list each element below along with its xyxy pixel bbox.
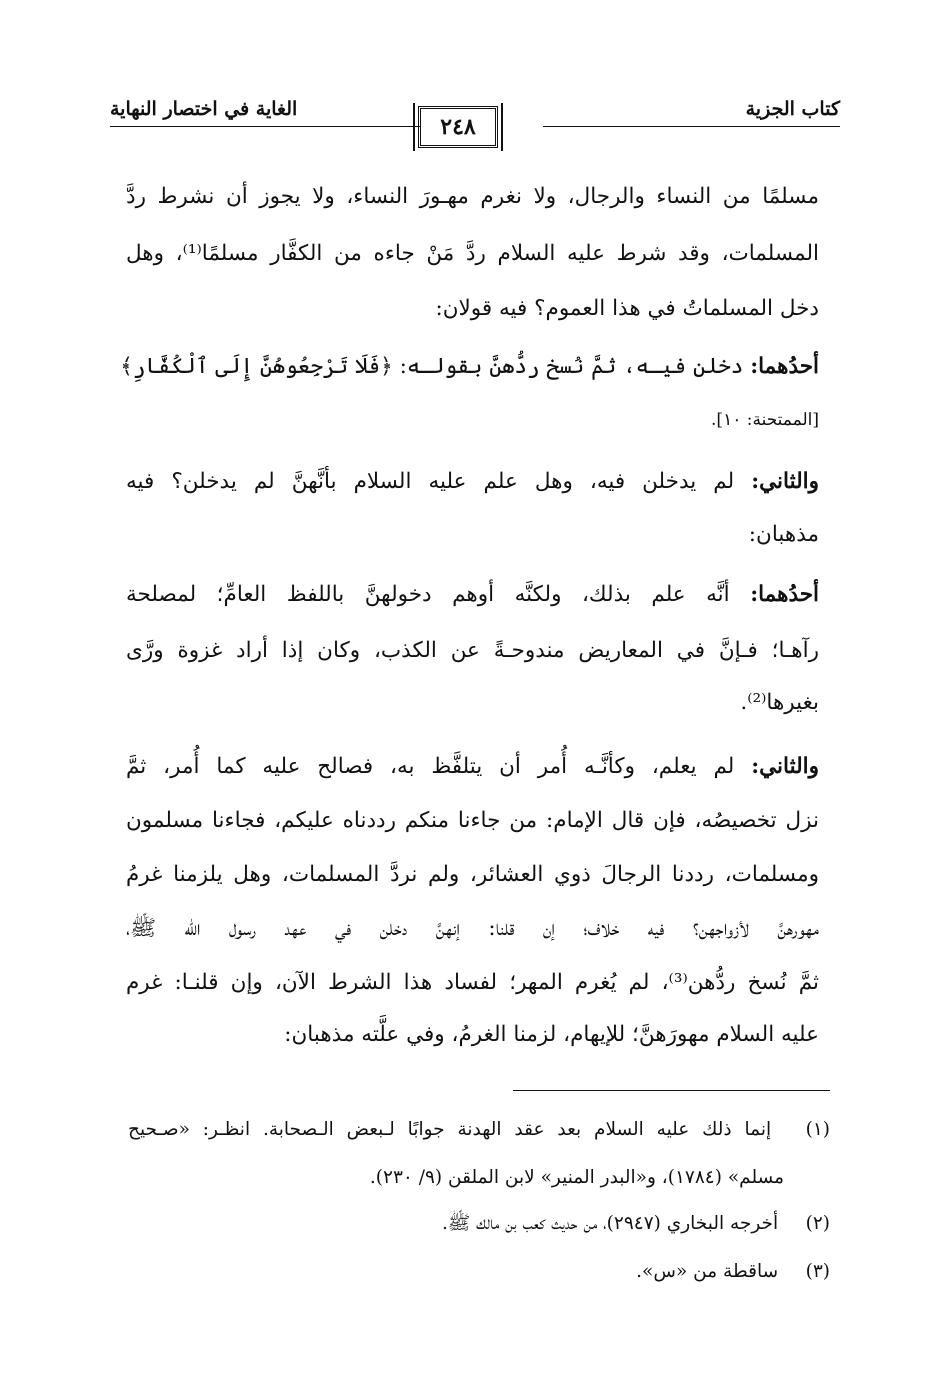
text-line bbox=[120, 352, 819, 382]
footnote-number: (٣) bbox=[805, 1261, 830, 1282]
text-line: دخل المسلماتُ في هذا العموم؟ فيه قولان: bbox=[435, 296, 819, 321]
footnote-text: أخرجه البخاري (٢٩٤٧)، من حديث كعب بن مالك ﷺ. bbox=[442, 1213, 779, 1234]
footnote-text: ساقطة من «س». bbox=[636, 1261, 779, 1282]
footnote-line: مسلم» (١٧٨٤)، و«البدر المنير» لابن الملقن (٩/ ٢٣٠). bbox=[369, 1167, 784, 1188]
book-title: الغاية في اختصار النهاية bbox=[110, 98, 298, 120]
paragraph-lead: أحدُهما: bbox=[750, 354, 819, 379]
paragraph-text: لم يعلم، وكأنَّـه أُمر أن يتلفَّظ به، فصالح عليه كما أُمر، ثمَّ bbox=[126, 754, 735, 779]
text-line: مسلمًا من النساء والرجال، ولا نغرم مهـورَ النساء، ولا يجوز أن نشرط ردَّ bbox=[126, 184, 819, 209]
text-line: بغيرها⁽²⁾. bbox=[740, 690, 819, 715]
footnote-number: (٢) bbox=[805, 1213, 830, 1234]
footnote-text: إنما ذلك عليه السلام بعد عقد الهدنة جوابًا لـبعض الـصحابة. انظـر: «صـحيح bbox=[128, 1119, 772, 1140]
text-line: مذهبان: bbox=[748, 522, 819, 547]
footnote-line bbox=[128, 1116, 830, 1144]
paragraph-lead: أحدُهما: bbox=[750, 582, 819, 607]
footnote-line bbox=[128, 1258, 830, 1286]
quran-reference: [الممتحنة: ١٠]. bbox=[711, 410, 819, 430]
text-line bbox=[126, 467, 819, 497]
text-line: رآهـا؛ فـإنَّ في المعاريض مندوحـةً عن الكذب، وكان إذا أراد غزوة ورَّى bbox=[126, 638, 819, 663]
text-line: ثمَّ نُسخ ردُّهن⁽³⁾، لم يُغرم المهر؛ لفساد هذا الشرط الآن، وإن قلنـا: غرم bbox=[126, 970, 820, 995]
header-rule-right bbox=[543, 126, 840, 127]
text-line: المسلمات، وقد شرط عليه السلام ردَّ مَنْ جاءه من الكفَّار مسلمًا⁽¹⁾، وهل bbox=[126, 241, 819, 266]
paragraph-text: لم يدخلن فيه، وهل علم عليه السلام بأنَّهنَّ لم يدخلن؟ فيه bbox=[126, 469, 735, 494]
text-line: ومسلمات، رددنا الرجالَ ذوي العشائر، ولم نردَّ المسلمات، وهل يلزمنا غرمُ bbox=[126, 862, 819, 887]
header-rule-left bbox=[110, 126, 420, 127]
footnote-number: (١) bbox=[805, 1119, 830, 1140]
text-line bbox=[126, 752, 819, 782]
paragraph-lead: والثاني: bbox=[751, 754, 819, 779]
text-line: عليه السلام مهورَهنَّ؛ للإيهام، لزمنا الغرمُ، وفي علَّته مذهبان: bbox=[284, 1022, 819, 1047]
page-number: ٢٤٨ bbox=[418, 106, 498, 148]
paragraph-text: أنَّه علم بذلك، ولكنَّه أوهم دخولهنَّ باللفظ العامِّ؛ لمصلحة bbox=[126, 582, 730, 607]
chapter-title: كتاب الجزية bbox=[745, 98, 840, 120]
footnote-line bbox=[128, 1210, 830, 1238]
footnote-rule bbox=[513, 1090, 830, 1091]
text-line: نزل تخصيصُه، فإن قال الإمام: من جاءنا منكم رددناه عليكم، فجاءنا مسلمون bbox=[126, 808, 819, 833]
text-line: مهورهنَّ لأزواجهن؟ فيه خلاف؛ إن قلنا: إنهنَّ دخلن في عهد رسول الله ﷺ، bbox=[126, 916, 819, 941]
text-line bbox=[126, 580, 819, 610]
paragraph-text: دخلن فيـه، ثمَّ نُسخ ردُّهنَّ بقولـه: ﴿فَلَا تَرْجِعُوهُنَّ إِلَى ٱلْكُفَّارِ﴾ bbox=[120, 354, 744, 379]
paragraph-lead: والثاني: bbox=[751, 469, 819, 494]
